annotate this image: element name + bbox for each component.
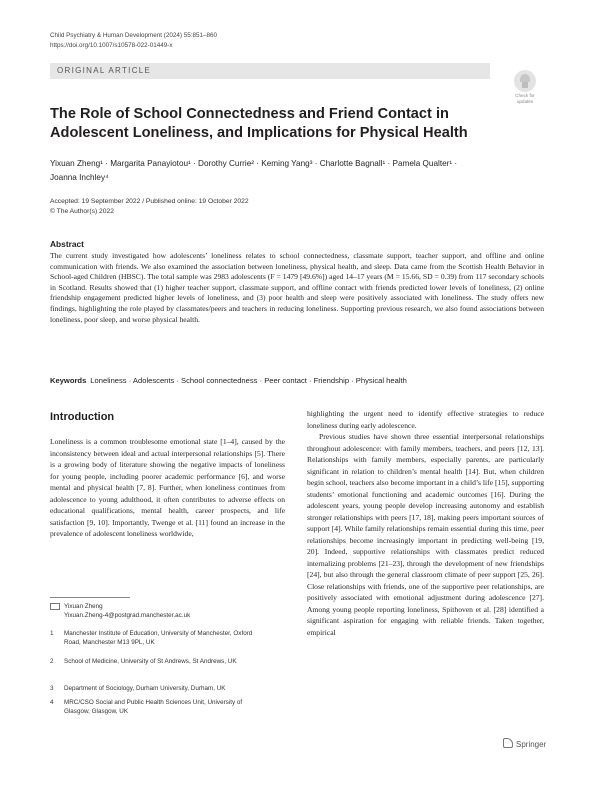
affiliation-number: 2 [50, 658, 54, 665]
authors-line-1 [50, 157, 550, 171]
affiliation-text: Department of Sociology, Durham University, Durham, UK [64, 685, 226, 692]
corresponding-author [50, 603, 190, 620]
footnote-divider [50, 597, 130, 598]
affiliation-number: 4 [50, 699, 54, 706]
article-type-label: ORIGINAL ARTICLE [57, 66, 152, 75]
publisher-name: Springer [516, 740, 547, 749]
affiliation-text: School of Medicine, University of St Andrews, St Andrews, UK [64, 658, 237, 665]
accepted-published-dates: Accepted: 19 September 2022 / Published online: 19 October 2022 [50, 198, 249, 205]
abstract-text: The current study investigated how adolescents’ loneliness relates to school connectedness, classmate support, teacher support, and offline and online communication with friends. We also examined the association between loneliness, physical health, and sleep. Data came from the Scottish Health Behavior in School-aged Children (HBSC). The total sample was 2983 adolescents (F = 1479 [49.6%]) aged 14–17 years (M = 15.66, SD = 0.39) from 117 secondary schools in Scotland. Results showed that (1) higher teacher support, classmate support, and offline contact with friends predicted lower levels of loneliness, (2) online friendship engagement predicted higher levels of loneliness, and (3) poor health and sleep were positively associated with loneliness. The study offers new findings, highlighting the role played by classmates/peers and teachers in reducing loneliness. Supporting previous research, we also found associations between loneliness, poor sleep, and worse physical health. [50, 251, 544, 324]
affiliation-number: 3 [50, 685, 54, 692]
copyright-notice: © The Author(s) 2022 [50, 208, 114, 215]
author-list [50, 157, 550, 185]
contact-name: Yixuan Zheng [64, 603, 103, 610]
doi-link[interactable]: https://doi.org/10.1007/s10578-022-01449-x [50, 41, 173, 49]
intro-paragraph-1-continued: highlighting the urgent need to identify effective strategies to reduce loneliness during early adolescence. [307, 409, 544, 430]
affiliation-4 [50, 699, 260, 716]
abstract-heading: Abstract [50, 239, 84, 249]
affiliation-3 [50, 685, 260, 694]
journal-citation: Child Psychiatry & Human Development (2024) 55:851–860 [50, 32, 217, 39]
authors-line-1-text: Yixuan Zheng¹ · Margarita Panayiotou¹ · Dorothy Currie² · Keming Yang³ · Charlotte Bagnall¹ · Pamela Qualter¹ · [50, 159, 458, 168]
check-for-updates-label: Check for updates [515, 93, 535, 104]
affiliation-number: 1 [50, 630, 54, 637]
authors-line-2: Joanna Inchley⁴ [50, 173, 109, 182]
contact-email[interactable]: Yixuan.Zheng-4@postgrad.manchester.ac.uk [64, 611, 191, 619]
affiliation-text: MRC/CSO Social and Public Health Sciences Unit, University of Glasgow, Glasgow, UK [64, 699, 243, 715]
affiliation-1 [50, 630, 260, 647]
affiliation-text: Manchester Institute of Education, University of Manchester, Oxford Road, Manchester M13 9PL, UK [64, 630, 253, 646]
introduction-heading: Introduction [50, 411, 115, 423]
keywords-block [50, 376, 407, 385]
intro-paragraph-2: Previous studies have shown three essential interpersonal relationships throughout adolescence: with family members, teachers, and peers [12, 13]. Relationships with family members, especially parents, are particularly significant in relation to children’s mental health [14]. But, when children begin school, teachers also become important in a child’s life [15], supporting students’ emotional functioning and academic outcomes [16]. During the adolescent years, young people develop increasing autonomy and establish stronger relationships with peers [17, 18], making peers important sources of support [4]. While family relationships remain essential during this time, peer relationships become increasingly important in predicting well-being [19, 20]. Indeed, supportive relationships with classmates predict reduced internalizing problems [21–23], through the development of new friendships [24], but also through the general classroom climate of peer support [25, 26]. Close relationships with friends, one of the supportive peer relationships, are positively associated with emotional adjustment during adolescence [27]. Among young people reporting loneliness, Spithoven et al. [28] identified a significant aspiration for engaging with reliable friends. Taken together, empirical [307, 432, 544, 637]
mail-icon [50, 603, 60, 615]
left-column [50, 436, 285, 540]
affiliation-2 [50, 658, 260, 667]
check-for-updates-icon [514, 70, 536, 92]
springer-horse-icon [503, 738, 513, 748]
running-header [50, 31, 217, 50]
publisher-logo [503, 738, 546, 749]
article-dates [50, 197, 249, 217]
article-title: The Role of School Connectedness and Friend Contact in Adolescent Loneliness, and Implications for Physical Health [50, 106, 468, 141]
check-for-updates-badge[interactable] [510, 70, 540, 104]
keywords-label: Keywords [50, 376, 87, 385]
intro-paragraph-1: Loneliness is a common troublesome emotional state [1–4], caused by the inconsistency between ideal and actual interpersonal relationships [5]. There is a growing body of literature showing the negative impacts of loneliness for young people, including poorer academic performance [6], and worse mental and physical health [7, 8]. Further, when loneliness continues from adolescence to young adulthood, it often contributes to adverse effects on educational qualifications, mental health, career prospects, and life satisfaction [9, 10]. Importantly, Twenge et al. [11] found an increase in the prevalence of adolescent loneliness worldwide, [50, 437, 285, 538]
right-column [307, 408, 544, 638]
keywords-list: Loneliness · Adolescents · School connectedness · Peer contact · Friendship · Physical health [90, 376, 407, 385]
